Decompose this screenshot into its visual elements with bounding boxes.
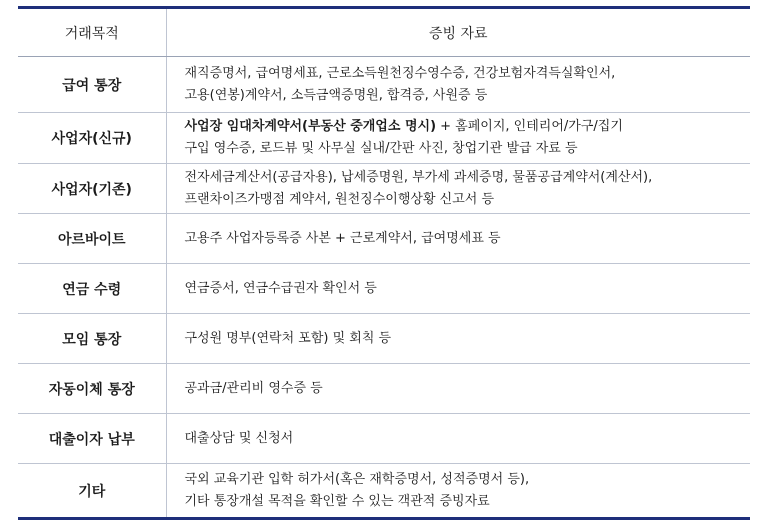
row-evidence — [166, 57, 750, 113]
table-row — [18, 57, 750, 113]
evidence-line: 프랜차이즈가맹점 계약서, 원천징수이행상황 신고서 등 — [184, 191, 494, 207]
table-row — [18, 264, 750, 314]
evidence-line: 전자세금계산서(공급자용), 납세증명원, 부가세 과세증명, 물품공급계약서(계산서), — [184, 169, 653, 185]
row-purpose: 자동이체 통장 — [18, 364, 166, 414]
evidence-line: 고용(연봉)계약서, 소득금액증명원, 합격증, 사원증 등 — [184, 87, 488, 103]
row-evidence — [166, 113, 750, 164]
header-purpose: 거래목적 — [18, 8, 166, 57]
row-evidence — [166, 414, 750, 464]
evidence-bold-prefix: 사업장 임대차계약서(부동산 중개업소 명시) — [184, 119, 437, 134]
row-evidence — [166, 164, 750, 214]
row-purpose: 기타 — [18, 464, 166, 519]
evidence-line: 재직증명서, 급여명세표, 근로소득원천징수영수증, 건강보험자격득실확인서, — [184, 65, 616, 81]
table-row — [18, 214, 750, 264]
evidence-line: 대출상담 및 신청서 — [184, 430, 294, 446]
evidence-line: 연금증서, 연금수급권자 확인서 등 — [184, 280, 377, 296]
row-evidence — [166, 214, 750, 264]
row-purpose: 사업자(기존) — [18, 164, 166, 214]
evidence-line: 구성원 명부(연락처 포함) 및 회칙 등 — [184, 330, 392, 346]
evidence-line: 고용주 사업자등록증 사본 + 근로계약서, 급여명세표 등 — [184, 230, 501, 246]
row-evidence — [166, 314, 750, 364]
row-purpose: 대출이자 납부 — [18, 414, 166, 464]
row-purpose: 모임 통장 — [18, 314, 166, 364]
row-purpose: 사업자(신규) — [18, 113, 166, 164]
table-row — [18, 414, 750, 464]
evidence-line: 공과금/관리비 영수증 등 — [184, 380, 323, 396]
row-purpose: 아르바이트 — [18, 214, 166, 264]
row-purpose: 급여 통장 — [18, 57, 166, 113]
evidence-line: 기타 통장개설 목적을 확인할 수 있는 객관적 증빙자료 — [184, 493, 490, 509]
table-header-row — [18, 8, 750, 57]
header-evidence: 증빙 자료 — [166, 8, 750, 57]
row-purpose: 연금 수령 — [18, 264, 166, 314]
evidence-line: 국외 교육기관 입학 허가서(혹은 재학증명서, 성적증명서 등), — [184, 471, 530, 487]
table-row — [18, 464, 750, 519]
row-evidence — [166, 464, 750, 519]
table-row — [18, 364, 750, 414]
row-evidence — [166, 364, 750, 414]
evidence-table — [18, 6, 750, 520]
table-row — [18, 113, 750, 164]
table-row — [18, 164, 750, 214]
evidence-line: 구입 영수증, 로드뷰 및 사무실 실내/간판 사진, 창업기관 발급 자료 등 — [184, 141, 578, 156]
evidence-table-container — [18, 6, 750, 520]
evidence-line: + 홈페이지, 인테리어/가구/집기 — [436, 119, 623, 134]
table-row — [18, 314, 750, 364]
row-evidence — [166, 264, 750, 314]
